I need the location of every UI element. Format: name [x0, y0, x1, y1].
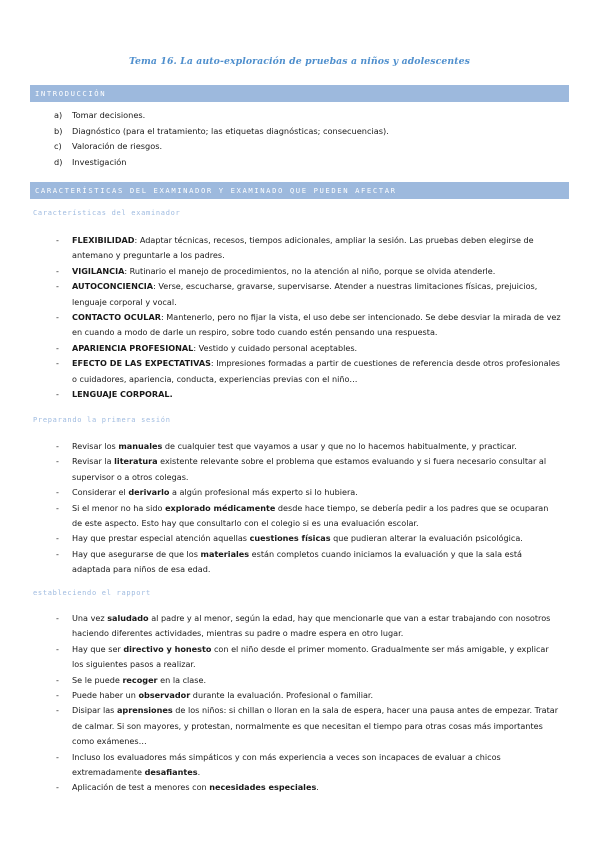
description: : Adaptar técnicas, recesos, tiempos adicionales, ampliar la sesión. Las pruebas deben elegirse de antemano y preguntarle a los padres.	[72, 235, 534, 261]
text-after: durante la evaluación. Profesional o familiar.	[190, 690, 374, 701]
first-session-list	[56, 439, 561, 578]
list-item	[56, 750, 561, 781]
text-after: existente relevante sobre el problema que estamos evaluando y si fuera necesario consultar al supervisor o a otros colegas.	[72, 456, 547, 482]
bullet-dash: -	[56, 674, 59, 685]
description: : Impresiones formadas a partir de cuestiones de referencia desde otros profesionales o cuidadores, apariencia, conducta, experiencias previas con el niño…	[72, 358, 561, 384]
description: : Rutinario el manejo de procedimientos, no la atención al niño, porque se olvida atenderle.	[124, 265, 496, 276]
emphasis: derivarlo	[128, 487, 170, 498]
list-item	[56, 439, 561, 454]
list-item	[56, 233, 561, 264]
emphasis: manuales	[118, 441, 163, 451]
term: LENGUAJE CORPORAL.	[72, 389, 173, 400]
list-item	[56, 780, 561, 795]
emphasis: observador	[138, 690, 191, 701]
list-marker: a)	[54, 110, 63, 120]
text-before: Se le puede	[72, 674, 123, 685]
list-item-text: Valoración de riesgos.	[72, 141, 163, 152]
text-before: Aplicación de test a menores con	[72, 782, 210, 793]
bullet-dash: -	[56, 358, 59, 369]
text-after: desde hace tiempo, se debería pedir a los padres que se ocuparan de este aspecto. Esto hay que consultarlo con el colegio si es una evaluación escolar.	[72, 502, 549, 529]
emphasis: saludado	[107, 613, 149, 623]
bullet-dash: -	[56, 281, 59, 292]
bullet-dash: -	[56, 235, 59, 245]
bullet-dash: -	[56, 705, 59, 716]
bullet-dash: -	[56, 751, 59, 762]
list-item	[56, 501, 561, 532]
list-item	[56, 356, 561, 387]
intro-list	[54, 108, 389, 170]
section-heading-intro: INTRODUCCIÓN	[30, 85, 569, 102]
bullet-dash: -	[56, 487, 59, 498]
list-item-text: Tomar decisiones.	[72, 110, 146, 120]
list-item	[56, 310, 561, 341]
text-after: .	[316, 782, 319, 793]
bullet-dash: -	[56, 533, 59, 544]
text-before: Incluso los evaluadores más simpáticos y con más experiencia a veces son incapaces de evaluar a chicos extremadamente	[72, 751, 501, 778]
text-after: a algún profesional más experto si lo hubiera.	[169, 487, 358, 498]
bullet-dash: -	[56, 502, 59, 513]
text-before: Revisar los	[72, 441, 119, 451]
examiner-list	[56, 233, 561, 402]
list-item-text: Diagnóstico (para el tratamiento; las etiquetas diagnósticas; consecuencias).	[72, 125, 389, 136]
list-marker: c)	[54, 141, 62, 152]
list-item	[56, 703, 561, 749]
bullet-dash: -	[56, 312, 59, 323]
emphasis: desafiantes	[144, 767, 198, 778]
list-item	[54, 139, 389, 155]
term: VIGILANCIA	[72, 265, 125, 276]
text-before: Disipar las	[72, 705, 117, 716]
text-before: Hay que asegurarse de que los	[72, 548, 201, 559]
text-after: de cualquier test que vayamos a usar y que no lo hacemos habitualmente, y practicar.	[162, 441, 517, 451]
text-before: Hay que prestar especial atención aquellas	[72, 533, 250, 544]
bullet-dash: -	[56, 389, 59, 400]
description: : Verse, escucharse, gravarse, supervisarse. Atender a nuestras limitaciones físicas, prejuicios, lenguaje corporal y vocal.	[72, 281, 538, 307]
term: APARIENCIA PROFESIONAL	[72, 342, 194, 353]
section-heading-factors: CARACTERÍSTICAS DEL EXAMINADOR Y EXAMINADO QUE PUEDEN AFECTAR	[30, 182, 569, 199]
emphasis: cuestiones físicas	[249, 533, 331, 544]
bullet-dash: -	[56, 782, 59, 793]
text-before: Puede haber un	[72, 690, 139, 701]
description: : Mantenerlo, pero no fijar la vista, el uso debe ser intencionado. Se debe desviar la mirada de vez en cuando a modo de darle un respiro, sobre todo cuando estén pensando una respuesta.	[72, 312, 561, 338]
list-marker: b)	[54, 125, 63, 136]
list-marker: d)	[54, 156, 63, 167]
text-after: al padre y al menor, según la edad, hay que mencionarle que van a estar trabajando con nosotros haciendo diferentes actividades, mientras su padre o madre espera en otro lugar.	[72, 613, 551, 639]
text-before: Considerar el	[72, 487, 129, 498]
emphasis: materiales	[200, 548, 250, 559]
text-after: .	[197, 767, 201, 778]
text-before: Revisar la	[72, 456, 115, 467]
bullet-dash: -	[56, 441, 59, 451]
text-before: Una vez	[72, 613, 108, 623]
term: AUTOCONCIENCIA	[72, 281, 154, 292]
list-item	[54, 155, 389, 171]
bullet-dash: -	[56, 456, 59, 467]
text-after: en la clase.	[157, 674, 207, 685]
list-item	[56, 642, 561, 673]
subheading-rapport: estableciendo el rapport	[33, 589, 151, 597]
list-item	[56, 547, 561, 578]
term: CONTACTO OCULAR	[72, 312, 161, 323]
list-item	[56, 264, 561, 279]
list-item-text: Investigación	[72, 156, 127, 167]
bullet-dash: -	[56, 690, 59, 701]
emphasis: explorado médicamente	[165, 502, 276, 513]
text-after: están completos cuando iniciamos la evaluación y que la sala está adaptada para niños de esa edad.	[72, 548, 522, 575]
text-after: que pudieran alterar la evaluación psicológica.	[330, 533, 523, 544]
term: FLEXIBILIDAD	[72, 235, 135, 245]
list-item	[56, 611, 561, 642]
list-item	[56, 688, 561, 703]
bullet-dash: -	[56, 265, 59, 276]
list-item	[54, 108, 389, 124]
emphasis: necesidades especiales	[209, 782, 317, 793]
text-before: Hay que ser	[72, 643, 124, 654]
text-after: de los niños: si chillan o lloran en la sala de espera, hacer una pausa antes de empezar. Tratar de calmar. Si son mayores, y protestan, normalmente es que necesitan el tiempo para otras cosas más importantes como exámenes…	[72, 705, 559, 747]
document-title: Tema 16. La auto-exploración de pruebas a niños y adolescentes	[129, 56, 470, 67]
description: : Vestido y cuidado personal aceptables.	[193, 342, 358, 353]
term: EFECTO DE LAS EXPECTATIVAS	[72, 358, 211, 369]
emphasis: recoger	[122, 674, 158, 685]
bullet-dash: -	[56, 613, 59, 623]
rapport-list	[56, 611, 561, 796]
bullet-dash: -	[56, 643, 59, 654]
list-item	[54, 124, 389, 140]
emphasis: directivo y honesto	[123, 643, 212, 654]
emphasis: literatura	[114, 456, 158, 467]
list-item	[56, 279, 561, 310]
list-item	[56, 387, 561, 402]
text-after: con el niño desde el primer momento. Gradualmente ser más amigable, y explicar los siguientes pasos a realizar.	[72, 643, 549, 670]
bullet-dash: -	[56, 548, 59, 559]
emphasis: aprensiones	[116, 705, 173, 716]
list-item	[56, 341, 561, 356]
text-before: Si el menor no ha sido	[72, 502, 166, 513]
subheading-examiner: Características del examinador	[33, 209, 181, 217]
list-item	[56, 485, 561, 500]
bullet-dash: -	[56, 342, 59, 353]
subheading-first-session: Preparando la primera sesión	[33, 416, 171, 424]
list-item	[56, 531, 561, 546]
list-item	[56, 673, 561, 688]
list-item	[56, 454, 561, 485]
